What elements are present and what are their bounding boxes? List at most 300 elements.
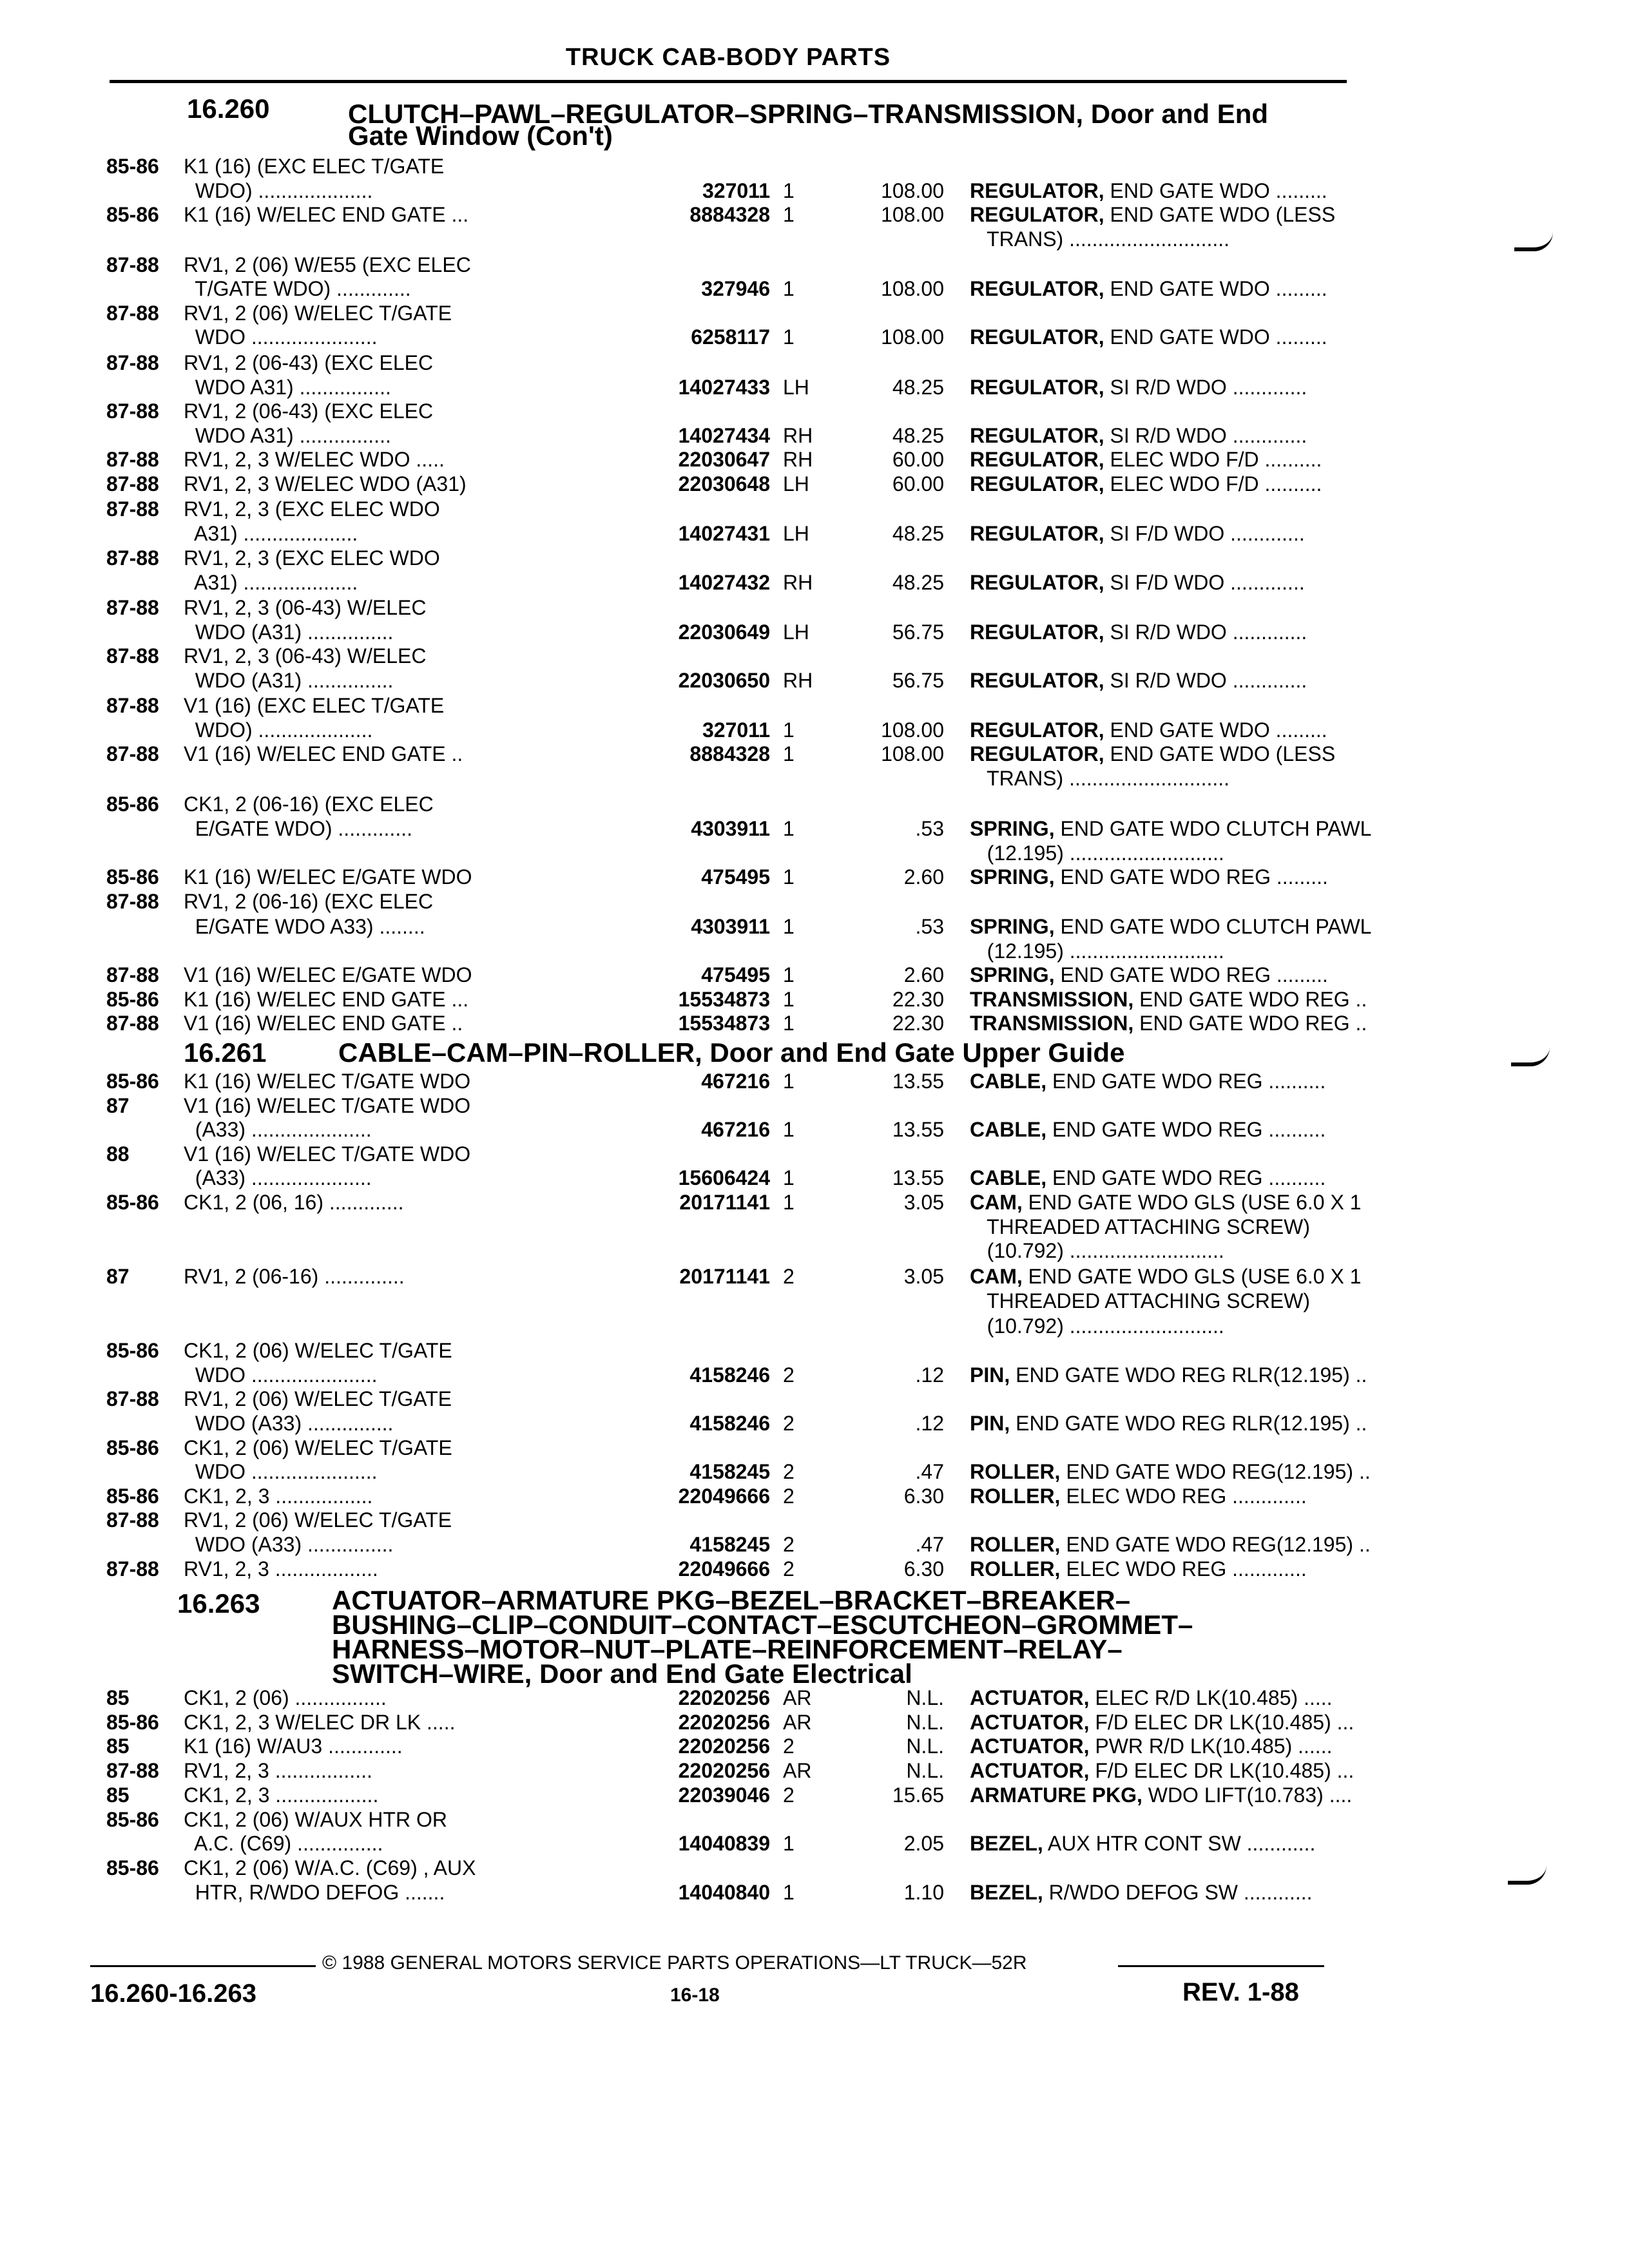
section-title-line: SWITCH–WIRE, Door and End Gate Electrical: [332, 1658, 912, 1689]
part-name: [970, 277, 1327, 301]
part-number: 4303911: [691, 915, 770, 938]
part-name-rest: TRANS) ............................: [970, 227, 1230, 251]
part-name-rest: END GATE WDO GLS (USE 6.0 X 1: [1022, 1191, 1362, 1214]
part-name-bold: TRANSMISSION,: [970, 1012, 1134, 1035]
price: 60.00: [892, 472, 944, 495]
part-number: 8884328: [689, 203, 770, 226]
price: .53: [915, 817, 944, 840]
part-name-rest: SI R/D WDO .............: [1104, 669, 1307, 692]
part-number: 4303911: [691, 817, 770, 840]
part-name-rest: END GATE WDO REG ..: [1133, 988, 1367, 1011]
quantity: LH: [783, 472, 809, 495]
model-year: 85-86: [106, 1808, 159, 1831]
section-title: [338, 1037, 1434, 1068]
model-year: 87-88: [106, 253, 159, 276]
part-number: 15534873: [678, 1012, 770, 1035]
quantity: AR: [783, 1686, 812, 1709]
usage-description: WDO A31) ................: [184, 376, 391, 399]
model-year: 87-88: [106, 1508, 159, 1532]
model-year: 85: [106, 1735, 130, 1758]
price: 56.75: [892, 620, 944, 644]
part-name-rest: END GATE WDO .........: [1104, 179, 1327, 202]
part-name: [970, 620, 1307, 644]
part-name-rest: (12.195) ...........................: [970, 939, 1224, 963]
model-year: 85: [106, 1783, 130, 1807]
part-name-bold: REGULATOR,: [970, 325, 1104, 349]
part-number: 327946: [701, 277, 770, 300]
quantity: RH: [783, 448, 813, 471]
usage-description: CK1, 2 (06) ................: [184, 1686, 387, 1709]
section-title-line: BUSHING–CLIP–CONDUIT–CONTACT–ESCUTCHEON–GROMMET–: [332, 1610, 1193, 1640]
model-year: 87-88: [106, 448, 159, 471]
model-year: 85-86: [106, 203, 159, 226]
quantity: 2: [783, 1265, 795, 1288]
price: 56.75: [892, 669, 944, 692]
part-name-rest: END GATE WDO REG RLR(12.195) ..: [1010, 1363, 1367, 1387]
part-name-bold: BEZEL,: [970, 1881, 1043, 1904]
model-year: 87-88: [106, 963, 159, 986]
usage-description: CK1, 2 (06, 16) .............: [184, 1191, 404, 1214]
part-name-rest: ELEC WDO F/D ..........: [1104, 472, 1322, 495]
price: 48.25: [892, 424, 944, 447]
section-number: 16.260: [187, 93, 270, 124]
part-name: [970, 1215, 1310, 1239]
part-name-bold: REGULATOR,: [970, 742, 1104, 765]
part-number: 14027431: [678, 522, 770, 545]
part-number: 327011: [702, 179, 770, 202]
usage-description: RV1, 2 (06) W/ELEC T/GATE: [184, 1387, 452, 1410]
model-year: 87-88: [106, 1012, 159, 1035]
part-name-bold: REGULATOR,: [970, 522, 1104, 545]
usage-description: V1 (16) W/ELEC END GATE ..: [184, 742, 463, 765]
part-name: [970, 817, 1371, 841]
section-title-line: CLUTCH–PAWL–REGULATOR–SPRING–TRANSMISSION, Door and End: [348, 99, 1269, 129]
part-name: [970, 1485, 1307, 1508]
price: 6.30: [903, 1485, 944, 1508]
price: 2.05: [903, 1832, 944, 1855]
usage-description: V1 (16) W/ELEC T/GATE WDO: [184, 1094, 471, 1117]
part-number: 22049666: [678, 1485, 770, 1508]
usage-description: CK1, 2, 3 ..................: [184, 1783, 379, 1807]
part-name-bold: REGULATOR,: [970, 472, 1104, 495]
usage-description: CK1, 2 (06) W/ELEC T/GATE: [184, 1339, 452, 1362]
part-name: [970, 669, 1307, 693]
part-name: [970, 1412, 1367, 1436]
part-number: 14027434: [678, 424, 770, 447]
section-title-line: HARNESS–MOTOR–NUT–PLATE–REINFORCEMENT–RELAY–: [332, 1634, 1123, 1664]
part-name: [970, 227, 1229, 251]
model-year: 85-86: [106, 1191, 159, 1214]
model-year: 85-86: [106, 988, 159, 1011]
quantity: 1: [783, 865, 795, 889]
part-name-bold: REGULATOR,: [970, 179, 1104, 202]
part-number: 20171141: [679, 1265, 770, 1288]
part-name-bold: SPRING,: [970, 817, 1055, 840]
quantity: 1: [783, 203, 795, 226]
part-number: 22039046: [678, 1783, 770, 1807]
part-number: 14027433: [678, 376, 770, 399]
part-name: [970, 1314, 1224, 1338]
usage-description: RV1, 2, 3 (EXC ELEC WDO: [184, 546, 440, 570]
model-year: 87-88: [106, 472, 159, 495]
usage-description: WDO ......................: [184, 1363, 378, 1387]
quantity: 2: [783, 1557, 795, 1581]
part-name-bold: ACTUATOR,: [970, 1759, 1090, 1782]
footer-rule-left: [90, 1965, 316, 1967]
model-year: 85-86: [106, 1339, 159, 1362]
part-name-rest: END GATE WDO REG .........: [1054, 865, 1328, 889]
usage-description: RV1, 2 (06) W/ELEC T/GATE: [184, 302, 452, 325]
part-name-bold: ACTUATOR,: [970, 1735, 1090, 1758]
part-name-bold: ACTUATOR,: [970, 1686, 1090, 1709]
part-number: 475495: [701, 963, 770, 986]
part-number: 20171141: [679, 1191, 770, 1214]
part-name-rest: F/D ELEC DR LK(10.485) ...: [1089, 1759, 1354, 1782]
part-name-bold: CABLE,: [970, 1070, 1047, 1093]
part-name-rest: END GATE WDO CLUTCH PAWL: [1054, 915, 1372, 938]
part-name-rest: END GATE WDO REG ..........: [1046, 1118, 1326, 1141]
section-number: 16.263: [177, 1588, 260, 1619]
model-year: 88: [106, 1142, 130, 1166]
usage-description: WDO (A33) ...............: [184, 1533, 394, 1556]
price: N.L.: [906, 1735, 944, 1758]
part-name: [970, 1735, 1332, 1758]
part-number: 15534873: [678, 988, 770, 1011]
quantity: 2: [783, 1783, 795, 1807]
usage-description: WDO) ....................: [184, 718, 373, 742]
quantity: 1: [783, 277, 795, 300]
part-number: 14040840: [678, 1881, 770, 1904]
quantity: 1: [783, 1191, 795, 1214]
part-name-rest: END GATE WDO (LESS: [1104, 742, 1336, 765]
price: 108.00: [881, 742, 944, 765]
model-year: 85-86: [106, 865, 159, 889]
quantity: LH: [783, 522, 809, 545]
part-name-bold: REGULATOR,: [970, 718, 1104, 742]
part-name: [970, 742, 1335, 766]
part-name-bold: REGULATOR,: [970, 376, 1104, 399]
price: 2.60: [903, 963, 944, 986]
usage-description: (A33) .....................: [184, 1118, 372, 1141]
part-name: [970, 522, 1305, 546]
part-number: 8884328: [689, 742, 770, 765]
usage-description: CK1, 2, 3 W/ELEC DR LK .....: [184, 1711, 456, 1734]
part-name-bold: REGULATOR,: [970, 669, 1104, 692]
margin-tick-mark: [1511, 1047, 1550, 1066]
part-number: 22030650: [678, 669, 770, 692]
part-name: [970, 1832, 1315, 1856]
part-number: 22020256: [678, 1759, 770, 1782]
part-number: 22030649: [678, 620, 770, 644]
part-number: 4158245: [689, 1460, 770, 1483]
part-name-bold: REGULATOR,: [970, 203, 1104, 226]
part-name-rest: END GATE WDO .........: [1104, 718, 1327, 742]
price: 3.05: [903, 1191, 944, 1214]
price: N.L.: [906, 1686, 944, 1709]
section-title-line: CABLE–CAM–PIN–ROLLER, Door and End Gate Upper Guide: [338, 1037, 1125, 1068]
usage-description: RV1, 2 (06-43) (EXC ELEC: [184, 399, 434, 423]
model-year: 87-88: [106, 546, 159, 570]
price: 48.25: [892, 571, 944, 594]
price: .53: [915, 915, 944, 938]
part-name-rest: SI R/D WDO .............: [1104, 376, 1307, 399]
part-name: [970, 1533, 1371, 1557]
part-number: 4158246: [689, 1412, 770, 1435]
quantity: 1: [783, 915, 795, 938]
price: 108.00: [881, 179, 944, 202]
price: 22.30: [892, 1012, 944, 1035]
part-name-rest: (12.195) ...........................: [970, 841, 1224, 865]
usage-description: K1 (16) W/ELEC END GATE ...: [184, 988, 469, 1011]
part-name-rest: END GATE WDO REG ..........: [1046, 1070, 1326, 1093]
part-name: [970, 1686, 1333, 1710]
usage-description: K1 (16) (EXC ELEC T/GATE: [184, 155, 445, 178]
quantity: 1: [783, 1832, 795, 1855]
quantity: LH: [783, 376, 809, 399]
part-number: 14027432: [678, 571, 770, 594]
section-title: [332, 1585, 1427, 1689]
part-name: [970, 424, 1307, 448]
usage-description: RV1, 2 (06) W/ELEC T/GATE: [184, 1508, 452, 1532]
quantity: 1: [783, 817, 795, 840]
model-year: 87-88: [106, 742, 159, 765]
part-name-rest: AUX HTR CONT SW ............: [1043, 1832, 1316, 1855]
price: 48.25: [892, 376, 944, 399]
part-number: 22030647: [678, 448, 770, 471]
part-name-rest: END GATE WDO REG(12.195) ..: [1060, 1533, 1371, 1556]
margin-tick-mark: [1508, 1865, 1547, 1885]
part-number: 467216: [701, 1070, 770, 1093]
part-name-rest: END GATE WDO CLUTCH PAWL: [1054, 817, 1372, 840]
part-name-rest: F/D ELEC DR LK(10.485) ...: [1089, 1711, 1354, 1734]
part-name: [970, 472, 1322, 496]
price: 108.00: [881, 718, 944, 742]
usage-description: A31) ....................: [184, 571, 358, 594]
usage-description: WDO A31) ................: [184, 424, 391, 447]
quantity: 1: [783, 1118, 795, 1141]
quantity: 1: [783, 179, 795, 202]
price: .12: [915, 1412, 944, 1435]
part-number: 14040839: [678, 1832, 770, 1855]
part-name: [970, 1460, 1371, 1484]
part-name: [970, 767, 1229, 791]
part-name-rest: END GATE WDO REG(12.195) ..: [1060, 1460, 1371, 1483]
quantity: 1: [783, 988, 795, 1011]
model-year: 85-86: [106, 1856, 159, 1879]
part-name-bold: ACTUATOR,: [970, 1711, 1090, 1734]
quantity: 1: [783, 1070, 795, 1093]
part-name: [970, 1783, 1352, 1807]
usage-description: RV1, 2, 3 W/ELEC WDO (A31): [184, 472, 467, 495]
price: 6.30: [903, 1557, 944, 1581]
usage-description: CK1, 2 (06) W/AUX HTR OR: [184, 1808, 447, 1831]
part-name-bold: TRANSMISSION,: [970, 988, 1134, 1011]
part-name: [970, 1759, 1354, 1783]
part-name-bold: ARMATURE PKG,: [970, 1783, 1142, 1807]
section-number: 16.261: [184, 1037, 267, 1068]
price: 13.55: [892, 1070, 944, 1093]
quantity: LH: [783, 620, 809, 644]
part-name-rest: TRANS) ............................: [970, 767, 1230, 790]
part-name-rest: (10.792) ...........................: [970, 1239, 1224, 1262]
part-name-bold: ROLLER,: [970, 1460, 1061, 1483]
part-number: 22049666: [678, 1557, 770, 1581]
quantity: AR: [783, 1759, 812, 1782]
margin-tick-mark: [1514, 232, 1553, 251]
part-name-rest: END GATE WDO REG RLR(12.195) ..: [1010, 1412, 1367, 1435]
part-name-rest: ELEC WDO REG .............: [1060, 1557, 1307, 1581]
part-name: [970, 939, 1224, 963]
quantity: 1: [783, 963, 795, 986]
page-header: TRUCK CAB-BODY PARTS: [565, 44, 891, 71]
part-name: [970, 376, 1307, 399]
part-name: [970, 571, 1305, 595]
model-year: 87: [106, 1265, 130, 1288]
usage-description: T/GATE WDO) .............: [184, 277, 411, 300]
usage-description: (A33) .....................: [184, 1166, 372, 1189]
part-name: [970, 1118, 1325, 1142]
part-number: 467216: [701, 1118, 770, 1141]
quantity: 2: [783, 1533, 795, 1556]
price: 3.05: [903, 1265, 944, 1288]
part-name: [970, 1191, 1362, 1215]
usage-description: RV1, 2 (06-16) ..............: [184, 1265, 405, 1288]
part-name-bold: CABLE,: [970, 1166, 1047, 1189]
part-name: [970, 448, 1322, 472]
quantity: 1: [783, 718, 795, 742]
part-number: 6258117: [691, 325, 770, 349]
price: N.L.: [906, 1759, 944, 1782]
price: 108.00: [881, 325, 944, 349]
part-name-rest: SI F/D WDO .............: [1104, 571, 1305, 594]
quantity: 2: [783, 1460, 795, 1483]
part-number: 15606424: [678, 1166, 770, 1189]
usage-description: RV1, 2 (06-16) (EXC ELEC: [184, 890, 434, 913]
part-name-rest: END GATE WDO .........: [1104, 325, 1327, 349]
quantity: 2: [783, 1735, 795, 1758]
section-title-line: ACTUATOR–ARMATURE PKG–BEZEL–BRACKET–BREAKER–: [332, 1585, 1131, 1615]
quantity: 1: [783, 1166, 795, 1189]
part-name: [970, 1881, 1313, 1905]
part-name-bold: PIN,: [970, 1412, 1010, 1435]
part-number: 4158246: [689, 1363, 770, 1387]
part-name: [970, 179, 1327, 203]
part-name: [970, 1239, 1224, 1263]
model-year: 85-86: [106, 1070, 159, 1093]
usage-description: V1 (16) W/ELEC T/GATE WDO: [184, 1142, 471, 1166]
part-name-rest: ELEC WDO REG .............: [1060, 1485, 1307, 1508]
part-name-rest: THREADED ATTACHING SCREW): [970, 1289, 1311, 1312]
part-number: 22020256: [678, 1735, 770, 1758]
usage-description: RV1, 2, 3 ..................: [184, 1557, 378, 1581]
part-number: 4158245: [689, 1533, 770, 1556]
price: 13.55: [892, 1166, 944, 1189]
part-number: 475495: [701, 865, 770, 889]
usage-description: CK1, 2 (06) W/ELEC T/GATE: [184, 1436, 452, 1459]
part-name-bold: CAM,: [970, 1191, 1023, 1214]
section-title: [348, 101, 1534, 149]
part-name-bold: CABLE,: [970, 1118, 1047, 1141]
part-name: [970, 1711, 1354, 1735]
quantity: AR: [783, 1711, 812, 1734]
part-name: [970, 915, 1371, 939]
usage-description: RV1, 2, 3 .................: [184, 1759, 372, 1782]
quantity: 1: [783, 1012, 795, 1035]
part-name-rest: THREADED ATTACHING SCREW): [970, 1215, 1311, 1238]
part-name: [970, 841, 1224, 865]
usage-description: CK1, 2 (06-16) (EXC ELEC: [184, 793, 434, 816]
price: N.L.: [906, 1711, 944, 1734]
part-name-rest: END GATE WDO .........: [1104, 277, 1327, 300]
part-name-bold: REGULATOR,: [970, 277, 1104, 300]
part-name-bold: ROLLER,: [970, 1557, 1061, 1581]
quantity: 2: [783, 1363, 795, 1387]
model-year: 87-88: [106, 1557, 159, 1581]
part-name-rest: WDO LIFT(10.783) ....: [1142, 1783, 1353, 1807]
price: 48.25: [892, 522, 944, 545]
model-year: 87-88: [106, 497, 159, 521]
usage-description: RV1, 2, 3 (06-43) W/ELEC: [184, 596, 427, 619]
footer-section-range: 16.260-16.263: [90, 1979, 257, 2008]
usage-description: K1 (16) W/ELEC T/GATE WDO: [184, 1070, 471, 1093]
part-name: [970, 988, 1367, 1012]
part-name-bold: BEZEL,: [970, 1832, 1043, 1855]
part-name-rest: SI R/D WDO .............: [1104, 424, 1307, 447]
part-name-rest: PWR R/D LK(10.485) ......: [1089, 1735, 1333, 1758]
part-name: [970, 1265, 1362, 1289]
part-name-bold: SPRING,: [970, 963, 1055, 986]
quantity: RH: [783, 424, 813, 447]
quantity: 2: [783, 1412, 795, 1435]
model-year: 85-86: [106, 1436, 159, 1459]
part-name: [970, 325, 1327, 349]
usage-description: V1 (16) W/ELEC END GATE ..: [184, 1012, 463, 1035]
quantity: RH: [783, 669, 813, 692]
part-name: [970, 718, 1327, 742]
usage-description: WDO (A31) ...............: [184, 620, 394, 644]
price: 2.60: [903, 865, 944, 889]
quantity: RH: [783, 571, 813, 594]
part-number: 22020256: [678, 1686, 770, 1709]
model-year: 85-86: [106, 1711, 159, 1734]
model-year: 87-88: [106, 890, 159, 913]
model-year: 87-88: [106, 644, 159, 668]
price: .47: [915, 1460, 944, 1483]
usage-description: WDO (A33) ...............: [184, 1412, 394, 1435]
price: 60.00: [892, 448, 944, 471]
quantity: 1: [783, 1881, 795, 1904]
price: .12: [915, 1363, 944, 1387]
part-name-bold: PIN,: [970, 1363, 1010, 1387]
usage-description: K1 (16) W/ELEC E/GATE WDO: [184, 865, 472, 889]
usage-description: K1 (16) W/AU3 .............: [184, 1735, 403, 1758]
quantity: 1: [783, 325, 795, 349]
footer-revision: REV. 1-88: [1182, 1978, 1299, 2006]
usage-description: CK1, 2, 3 .................: [184, 1485, 373, 1508]
part-name: [970, 1289, 1310, 1313]
price: 22.30: [892, 988, 944, 1011]
price: 1.10: [903, 1881, 944, 1904]
usage-description: RV1, 2 (06) W/E55 (EXC ELEC: [184, 253, 471, 276]
section-title-line: Gate Window (Con't): [348, 120, 613, 151]
model-year: 85-86: [106, 155, 159, 178]
part-name-bold: ROLLER,: [970, 1485, 1061, 1508]
part-name: [970, 865, 1328, 889]
part-name: [970, 1363, 1367, 1387]
model-year: 87-88: [106, 302, 159, 325]
usage-description: WDO (A31) ...............: [184, 669, 394, 692]
model-year: 87-88: [106, 596, 159, 619]
